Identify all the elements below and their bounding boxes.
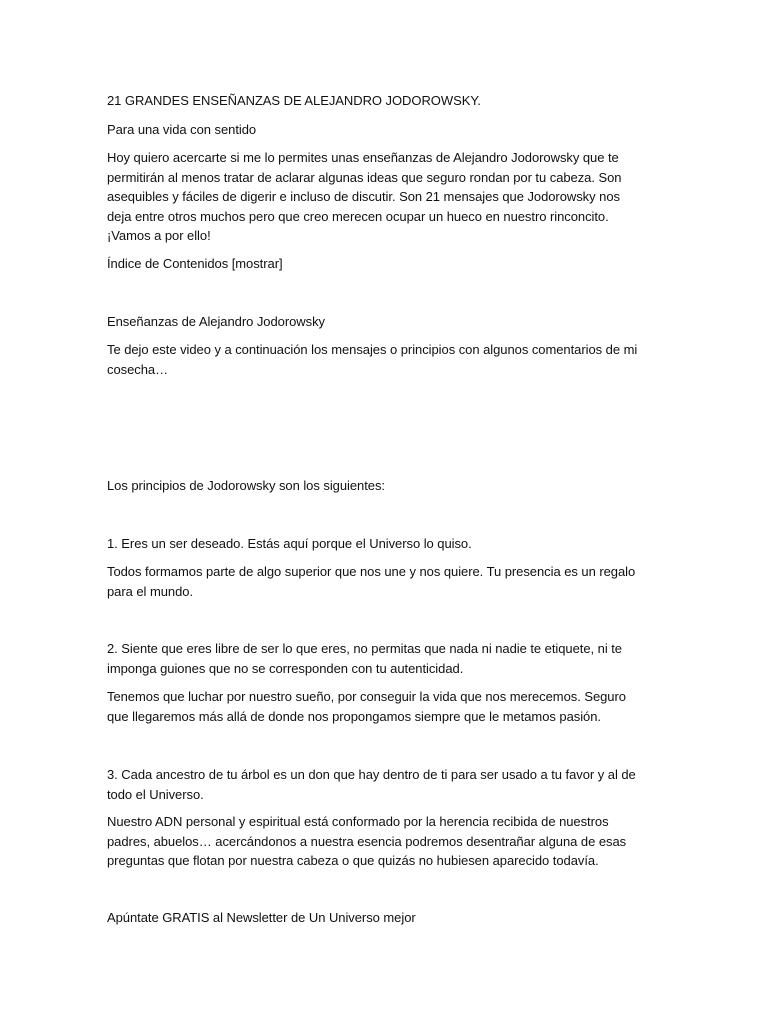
principle-1-comment: Todos formamos parte de algo superior que nos une y nos quiere. Tu presencia es un regalo para el mundo. [107,564,636,599]
principle-2-comment: Tenemos que luchar por nuestro sueño, por conseguir la vida que nos merecemos. Seguro que llegaremos más allá de donde nos propongamos siempre que le metamos pasión. [107,689,626,724]
document-title: 21 GRANDES ENSEÑANZAS DE ALEJANDRO JODOROWSKY. [107,93,481,108]
principle-2-heading: 2. Siente que eres libre de ser lo que eres, no permitas que nada ni nadie te etiquete, ni te imponga guiones que no se corresponden con tu autenticidad. [107,641,622,676]
principles-intro: Los principios de Jodorowsky son los siguientes: [107,478,385,493]
table-of-contents-toggle[interactable]: Índice de Contenidos [mostrar] [107,256,283,271]
video-intro-paragraph: Te dejo este video y a continuación los mensajes o principios con algunos comentarios de mi cosecha… [107,342,638,377]
principle-1-heading: 1. Eres un ser deseado. Estás aquí porque el Universo lo quiso. [107,536,472,551]
principle-3-comment: Nuestro ADN personal y espiritual está conformado por la herencia recibida de nuestros padres, abuelos… acercándonos a nuestra esencia podremos desentrañar alguna de esas preguntas que flotan por nuestra cabeza o que quizás no hubiesen aparecido todavía. [107,814,627,868]
newsletter-link[interactable]: Apúntate GRATIS al Newsletter de Un Universo mejor [107,910,416,925]
document-subtitle: Para una vida con sentido [107,122,257,137]
intro-paragraph: Hoy quiero acercarte si me lo permites unas enseñanzas de Alejandro Jodorowsky que te permitirán al menos tratar de aclarar algunas ideas que seguro rondan por tu cabeza. Son asequibles y fáciles de digerir e incluso de discutir. Son 21 mensajes que Jodorowsky nos deja entre otros muchos pero que creo merecen ocupar un hueco en nuestro rinconcito.¡Vamos a por ello! [107,150,622,243]
principle-3-heading: 3. Cada ancestro de tu árbol es un don que hay dentro de ti para ser usado a tu favor y al de todo el Universo. [107,767,636,802]
section-heading: Enseñanzas de Alejandro Jodorowsky [107,314,325,329]
